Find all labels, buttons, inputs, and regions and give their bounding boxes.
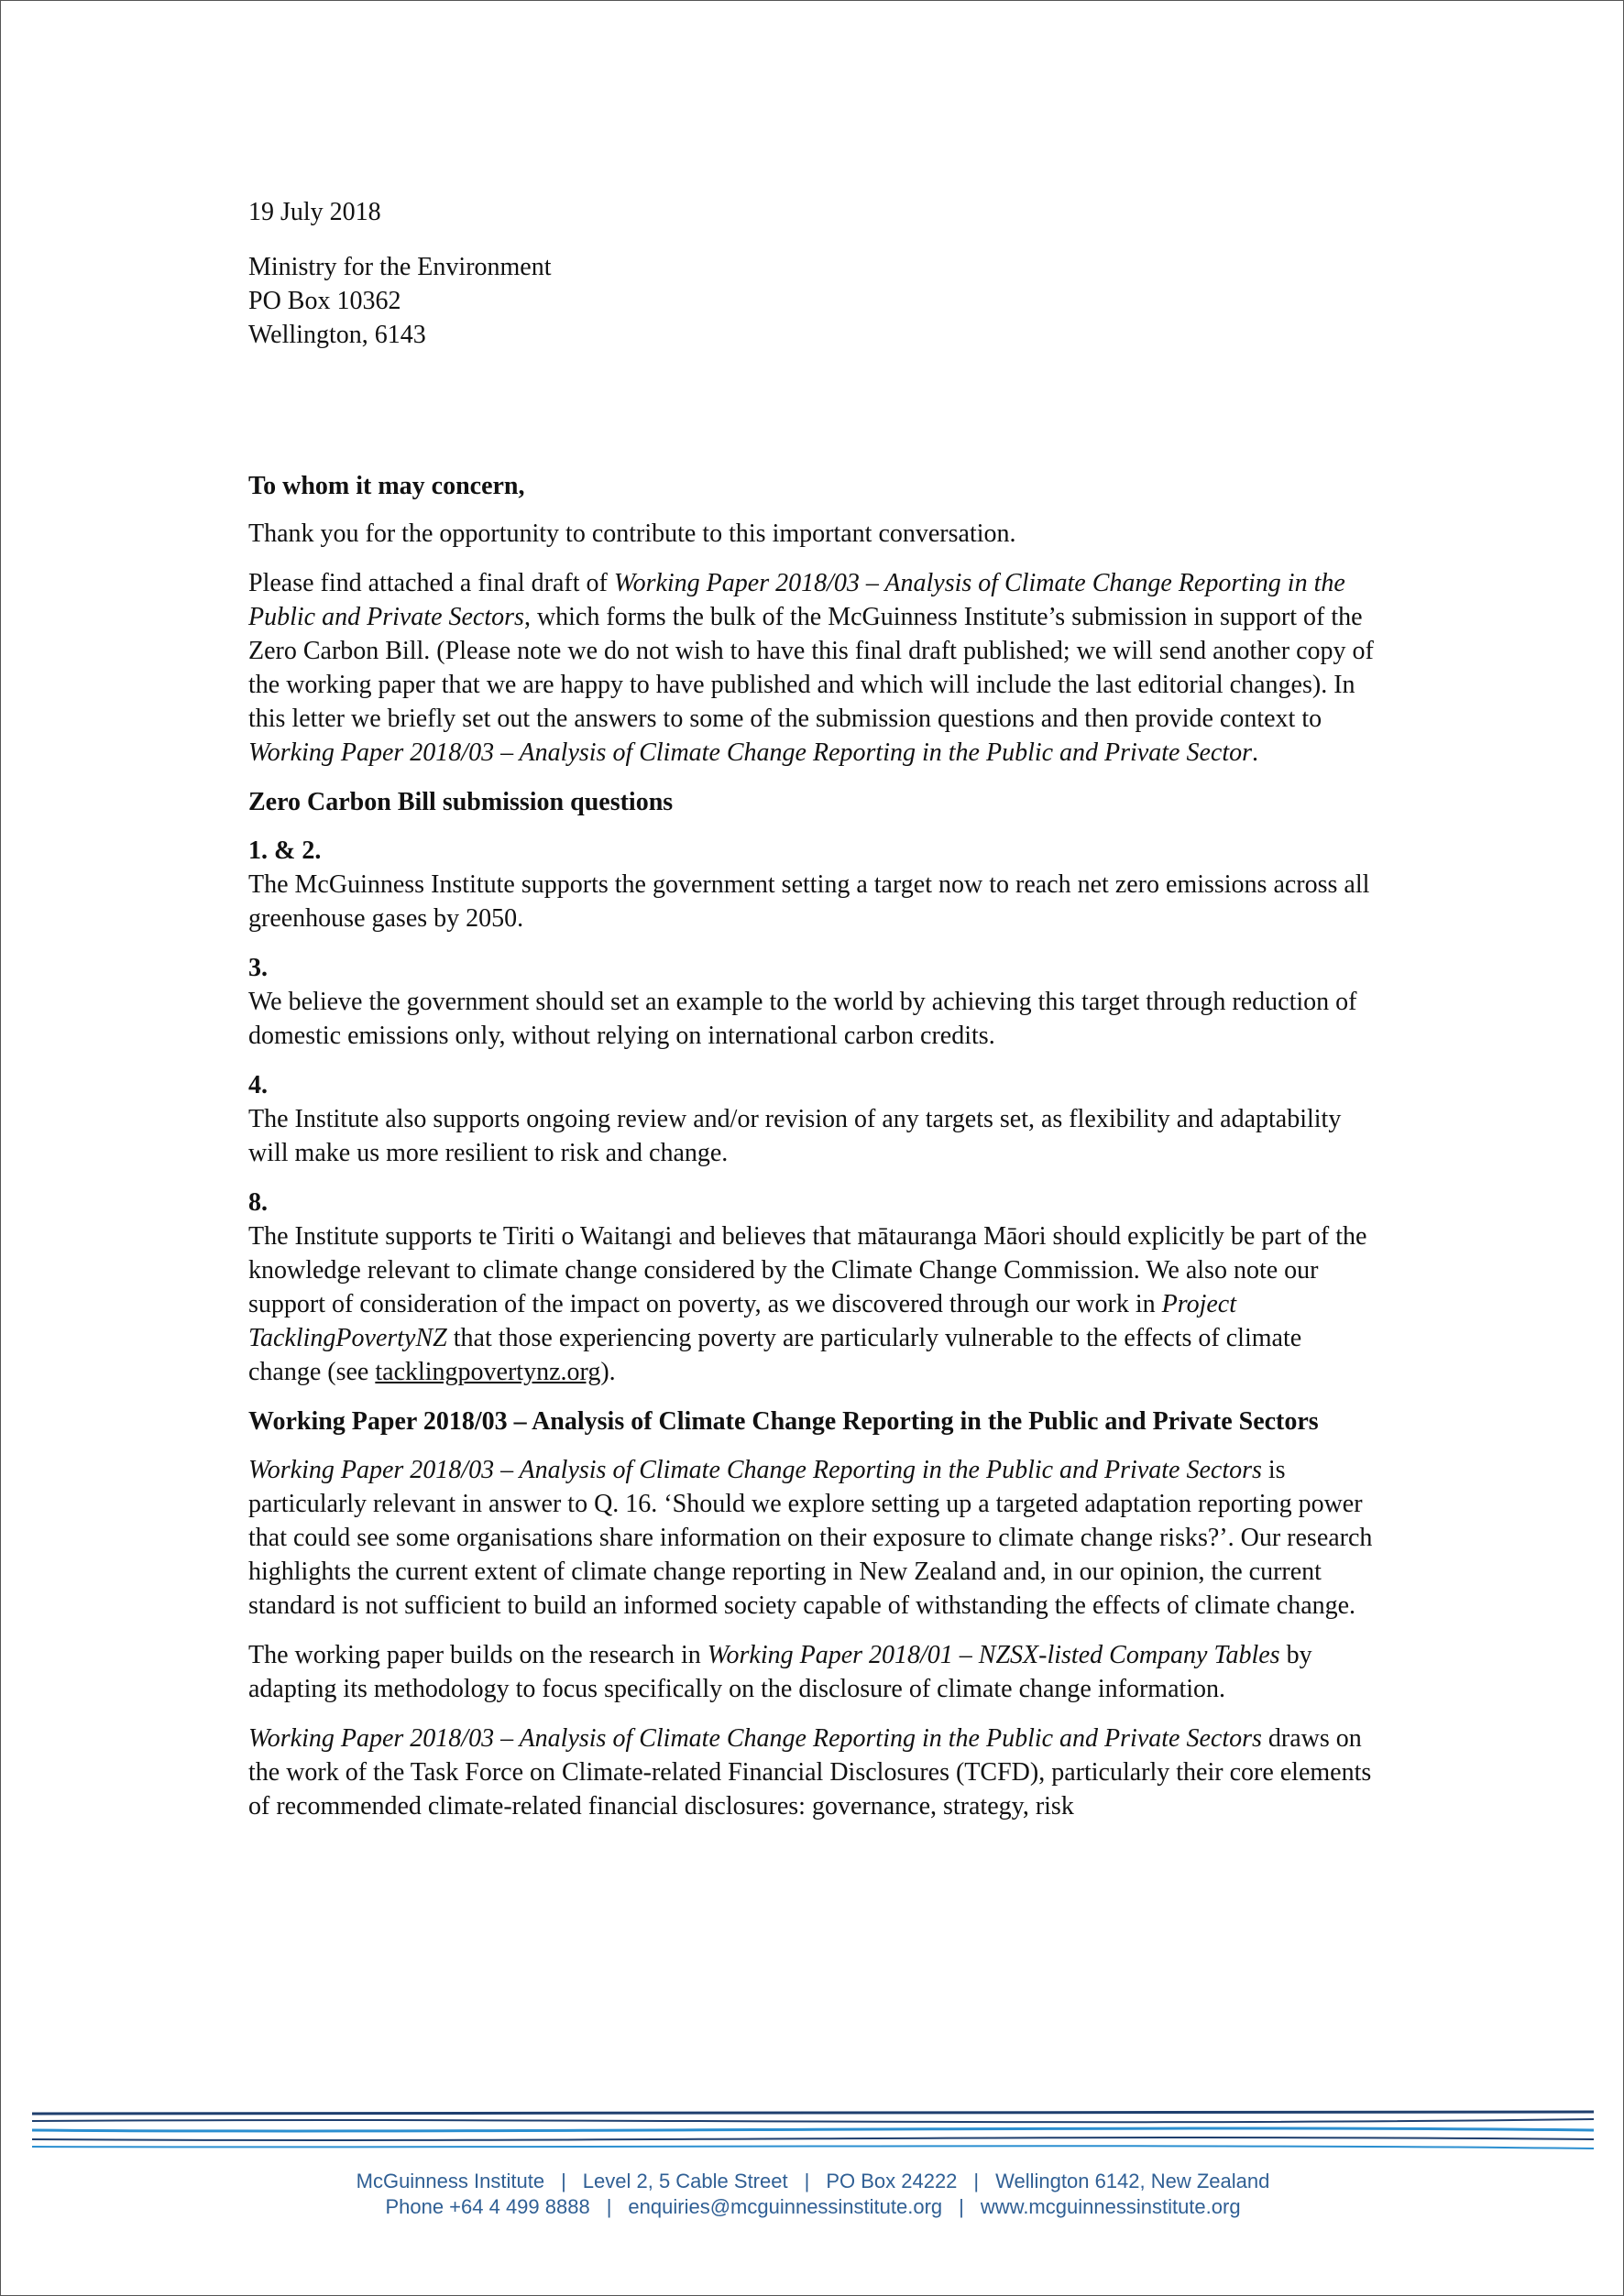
question-block <box>248 1068 1376 1170</box>
letter-body <box>248 195 1376 1839</box>
footer-city: Wellington 6142, New Zealand <box>995 2170 1270 2192</box>
question-block <box>248 1186 1376 1389</box>
letter-date: 19 July 2018 <box>248 198 381 226</box>
project-name: Project TacklingPovertyNZ <box>248 1290 1236 1352</box>
question-answer: The Institute supports te Tiriti o Waitangi and believes that mātauranga Māori should explicitly be part of the knowledge relevant to climate change considered by the Climate Change Commission. We also note our support of consideration of the impact on poverty, as we discovered through our work in Project TacklingPovertyNZ that those experiencing poverty are particularly vulnerable to the effects of climate change (see tacklingpovertynz.org). <box>248 1222 1367 1386</box>
footer-email-link[interactable]: enquiries@mcguinnessinstitute.org <box>628 2195 943 2218</box>
paper-title: Working Paper 2018/01 – NZSX-listed Company Tables <box>707 1641 1280 1669</box>
salutation: To whom it may concern, <box>248 472 525 500</box>
question-block <box>248 951 1376 1053</box>
paper-title: Working Paper 2018/03 – Analysis of Climate Change Reporting in the Public and Private Sectors <box>248 1724 1262 1753</box>
question-block <box>248 834 1376 935</box>
footer-website-link[interactable]: www.mcguinnessinstitute.org <box>980 2195 1241 2218</box>
question-number: 4. <box>248 1071 268 1099</box>
section-heading-questions: Zero Carbon Bill submission questions <box>248 788 674 816</box>
tacklingpoverty-link[interactable]: tacklingpovertynz.org <box>375 1358 601 1386</box>
question-number: 1. & 2. <box>248 836 322 865</box>
paper-title: Working Paper 2018/03 – Analysis of Climate Change Reporting in the Public and Private Sector <box>248 738 1252 767</box>
paragraph-attachment: Please find attached a final draft of Working Paper 2018/03 – Analysis of Climate Change Reporting in the Public and Private Sectors, which forms the bulk of the McGuinness Institute’s submission in support of the Zero Carbon Bill. (Please note we do not wish to have this final draft published; we will send another copy of the working paper that we are happy to have published and which will include the last editorial changes). In this letter we briefly set out the answers to some of the submission questions and then provide context to Working Paper 2018/03 – Analysis of Climate Change Reporting in the Public and Private Sector. <box>248 569 1374 767</box>
recipient-address <box>248 250 1376 352</box>
paragraph-builds-on: The working paper builds on the research in Working Paper 2018/01 – NZSX-listed Company Tables by adapting its methodology to focus specifically on the disclosure of climate change information. <box>248 1641 1312 1703</box>
question-number: 3. <box>248 954 268 982</box>
paper-title: Working Paper 2018/03 – Analysis of Climate Change Reporting in the Public and Private Sectors <box>248 569 1345 631</box>
address-line: PO Box 10362 <box>248 287 401 315</box>
intro-paragraph: Thank you for the opportunity to contribute to this important conversation. <box>248 519 1016 548</box>
question-number: 8. <box>248 1188 268 1217</box>
footer-po-box: PO Box 24222 <box>826 2170 958 2192</box>
footer-org-name: McGuinness Institute <box>356 2170 545 2192</box>
paper-title: Working Paper 2018/03 – Analysis of Climate Change Reporting in the Public and Private Sectors <box>248 1456 1262 1484</box>
paragraph-relevance: Working Paper 2018/03 – Analysis of Climate Change Reporting in the Public and Private Sectors is particularly relevant in answer to Q. 16. ‘Should we explore setting up a targeted adaptation reporting power that could see some organisations share information on their exposure to climate change risks?’. Our research highlights the current extent of climate change reporting in New Zealand and, in our opinion, the current standard is not sufficient to build an informed society capable of withstanding the effects of climate change. <box>248 1456 1373 1620</box>
question-answer: We believe the government should set an example to the world by achieving this target through reduction of domestic emissions only, without relying on international carbon credits. <box>248 988 1357 1050</box>
footer-phone: Phone +64 4 499 8888 <box>385 2195 590 2218</box>
question-answer: The McGuinness Institute supports the government setting a target now to reach net zero emissions across all greenhouse gases by 2050. <box>248 870 1370 933</box>
footer-address-line: McGuinness Institute | Level 2, 5 Cable Street | PO Box 24222 | Wellington 6142, New Zealand <box>356 2170 1270 2192</box>
address-line: Wellington, 6143 <box>248 321 426 349</box>
section-heading-working-paper: Working Paper 2018/03 – Analysis of Climate Change Reporting in the Public and Private Sectors <box>248 1407 1319 1436</box>
footer-contact-line: Phone +64 4 499 8888 | enquiries@mcguinnessinstitute.org | www.mcguinnessinstitute.org <box>385 2195 1241 2218</box>
footer-wave-lines <box>32 2106 1594 2154</box>
question-answer: The Institute also supports ongoing review and/or revision of any targets set, as flexibility and adaptability will make us more resilient to risk and change. <box>248 1105 1342 1167</box>
paragraph-tcfd: Working Paper 2018/03 – Analysis of Climate Change Reporting in the Public and Private Sectors draws on the work of the Task Force on Climate-related Financial Disclosures (TCFD), particularly their core elements of recommended climate-related financial disclosures: governance, strategy, risk <box>248 1724 1372 1820</box>
address-line: Ministry for the Environment <box>248 253 552 281</box>
footer-street: Level 2, 5 Cable Street <box>582 2170 788 2192</box>
